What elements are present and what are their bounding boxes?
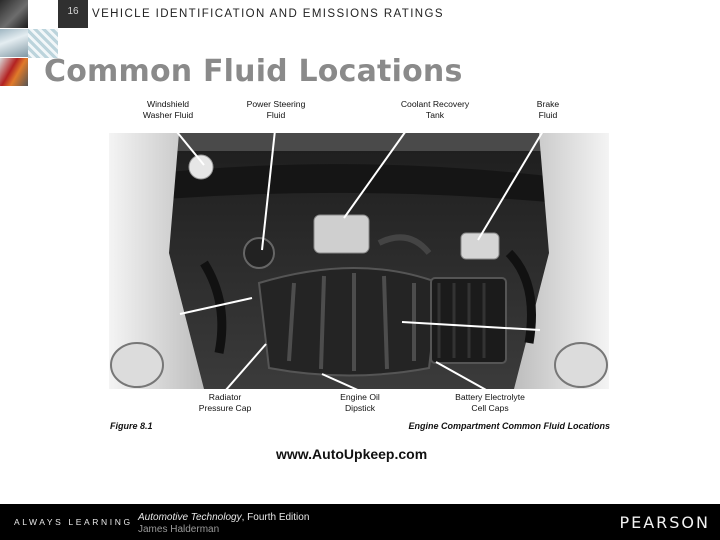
slide-number: 16 xyxy=(67,6,79,17)
callout-engine-oil-dipstick: Engine Oil Dipstick xyxy=(340,392,380,413)
car-thumbnail-1 xyxy=(0,0,28,29)
figure-caption: Engine Compartment Common Fluid Locations xyxy=(408,421,610,431)
book-edition: , Fourth Edition xyxy=(241,512,310,523)
figure-number: Figure 8.1 xyxy=(110,421,153,431)
car-thumbnail-2 xyxy=(0,29,28,58)
callout-radiator-pressure-cap: Radiator Pressure Cap xyxy=(198,392,252,413)
book-author: James Halderman xyxy=(138,524,220,535)
callout-windshield-washer-fluid: Windshield Washer Fluid xyxy=(142,99,194,120)
website-url: www.AutoUpkeep.com xyxy=(276,446,428,462)
book-info xyxy=(138,512,309,523)
book-title: Automotive Technology xyxy=(138,512,242,523)
car-thumbnail-3 xyxy=(0,58,28,87)
always-learning-tagline: ALWAYS LEARNING xyxy=(14,517,133,527)
decorative-tiles xyxy=(28,0,58,58)
chapter-title: VEHICLE IDENTIFICATION AND EMISSIONS RATINGS xyxy=(92,8,444,20)
callout-coolant-recovery-tank: Coolant Recovery Tank xyxy=(400,99,470,120)
engine-compartment-photo xyxy=(109,133,609,389)
footer-bar xyxy=(0,504,720,540)
callout-battery-electrolyte-cell-caps: Battery Electrolyte Cell Caps xyxy=(455,392,525,413)
slide-title: Common Fluid Locations xyxy=(44,54,463,89)
callout-brake-fluid: Brake Fluid xyxy=(536,99,560,120)
decorative-tile-top xyxy=(28,0,58,29)
engine-compartment-illustration xyxy=(109,133,609,389)
thumbnail-strip xyxy=(0,0,28,88)
pearson-logo: PEARSON xyxy=(619,513,710,532)
callout-power-steering-fluid: Power Steering Fluid xyxy=(246,99,306,120)
